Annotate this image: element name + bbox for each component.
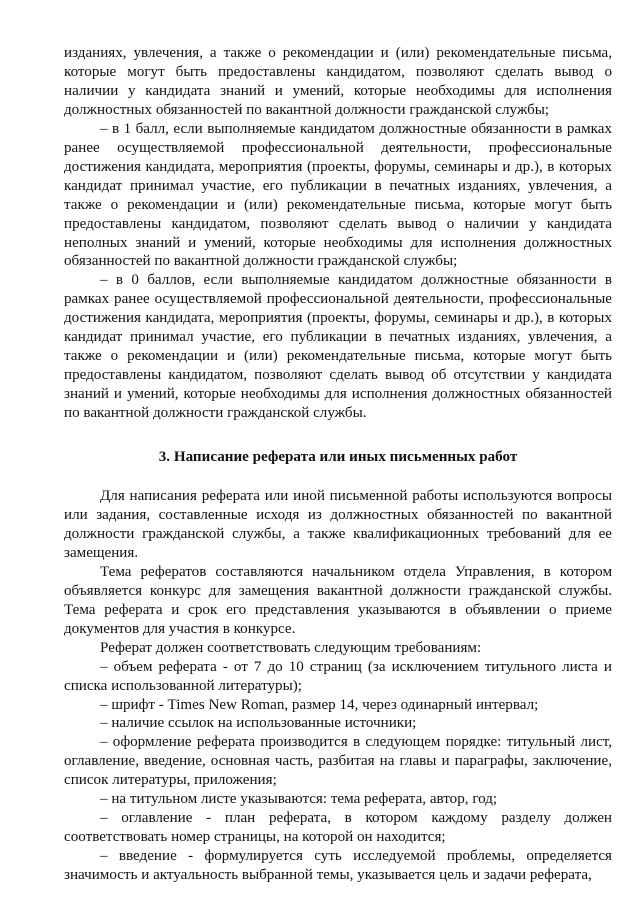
list-item-font: – шрифт - Times New Roman, размер 14, через одинарный интервал; xyxy=(100,696,539,713)
paragraph-score-0: – в 0 баллов, если выполняемые кандидатом должностные обязанности в рамках ранее осуществляемой профессиональной деятельности, профессиональные достижения кандидата, мероприятия (проекты, форумы, семинары и др.), в которых кандидат принимал участие, его публикации в печатных изданиях, увлечения, а также о рекомендации и (или) рекомендательные письма, которые могут быть предоставлены кандидатом, позволяют сделать вывод об отсутствии у кандидата знаний и умений, которые необходимы для исполнения должностных обязанностей по вакантной должности гражданской службы. xyxy=(64,272,612,422)
list-item-title-page: – на титульном листе указываются: тема реферата, автор, год; xyxy=(100,791,498,808)
list-item-volume: – объем реферата - от 7 до 10 страниц (за исключением титульного листа и списка использованной литературы); xyxy=(64,658,612,694)
list-item-contents: – оглавление - план реферата, в котором каждому разделу должен соответствовать номер страницы, на которой он находится; xyxy=(64,810,612,846)
paragraph-topic: Тема рефератов составляются начальником отдела Управления, в котором объявляется конкурс для замещения вакантной должности гражданской службы. Тема реферата и срок его представления указываются в объявлении о приеме документов для участия в конкурсе. xyxy=(64,563,612,637)
list-item-references: – наличие ссылок на использованные источники; xyxy=(100,715,417,732)
list-item-introduction: – введение - формулируется суть исследуемой проблемы, определяется значимость и актуальность выбранной темы, указывается цель и задачи реферата, xyxy=(64,848,612,884)
paragraph-continuation: изданиях, увлечения, а также о рекомендации и (или) рекомендательные письма, которые могут быть предоставлены кандидатом, позволяют сделать вывод о наличии у кандидата знаний и умений, которые необходимы для исполнения должностных обязанностей по вакантной должности гражданской службы; xyxy=(64,45,612,118)
list-item-structure: – оформление реферата производится в следующем порядке: титульный лист, оглавление, введение, основная часть, разбитая на главы и параграфы, заключение, список литературы, приложения; xyxy=(64,734,612,789)
document-page xyxy=(64,44,612,885)
paragraph-requirements: Реферат должен соответствовать следующим требованиям: xyxy=(100,639,482,656)
section-heading: 3. Написание реферата или иных письменных работ xyxy=(158,449,518,466)
paragraph-intro: Для написания реферата или иной письменной работы используются вопросы или задания, составленные исходя из должностных обязанностей по вакантной должности гражданской службы, а также квалификационных требований для ее замещения. xyxy=(64,488,612,561)
paragraph-score-1: – в 1 балл, если выполняемые кандидатом должностные обязанности в рамках ранее осуществляемой профессиональной деятельности, профессиональные достижения кандидата, мероприятия (проекты, форумы, семинары и др.), в которых кандидат принимал участие, его публикации в печатных изданиях, увлечения, а также о рекомендации и (или) рекомендательные письма, которые могут быть предоставлены кандидатом, позволяют сделать вывод о наличии у кандидата неполных знаний и умений, которые необходимы для исполнения должностных обязанностей по вакантной должности гражданской службы; xyxy=(64,120,612,270)
